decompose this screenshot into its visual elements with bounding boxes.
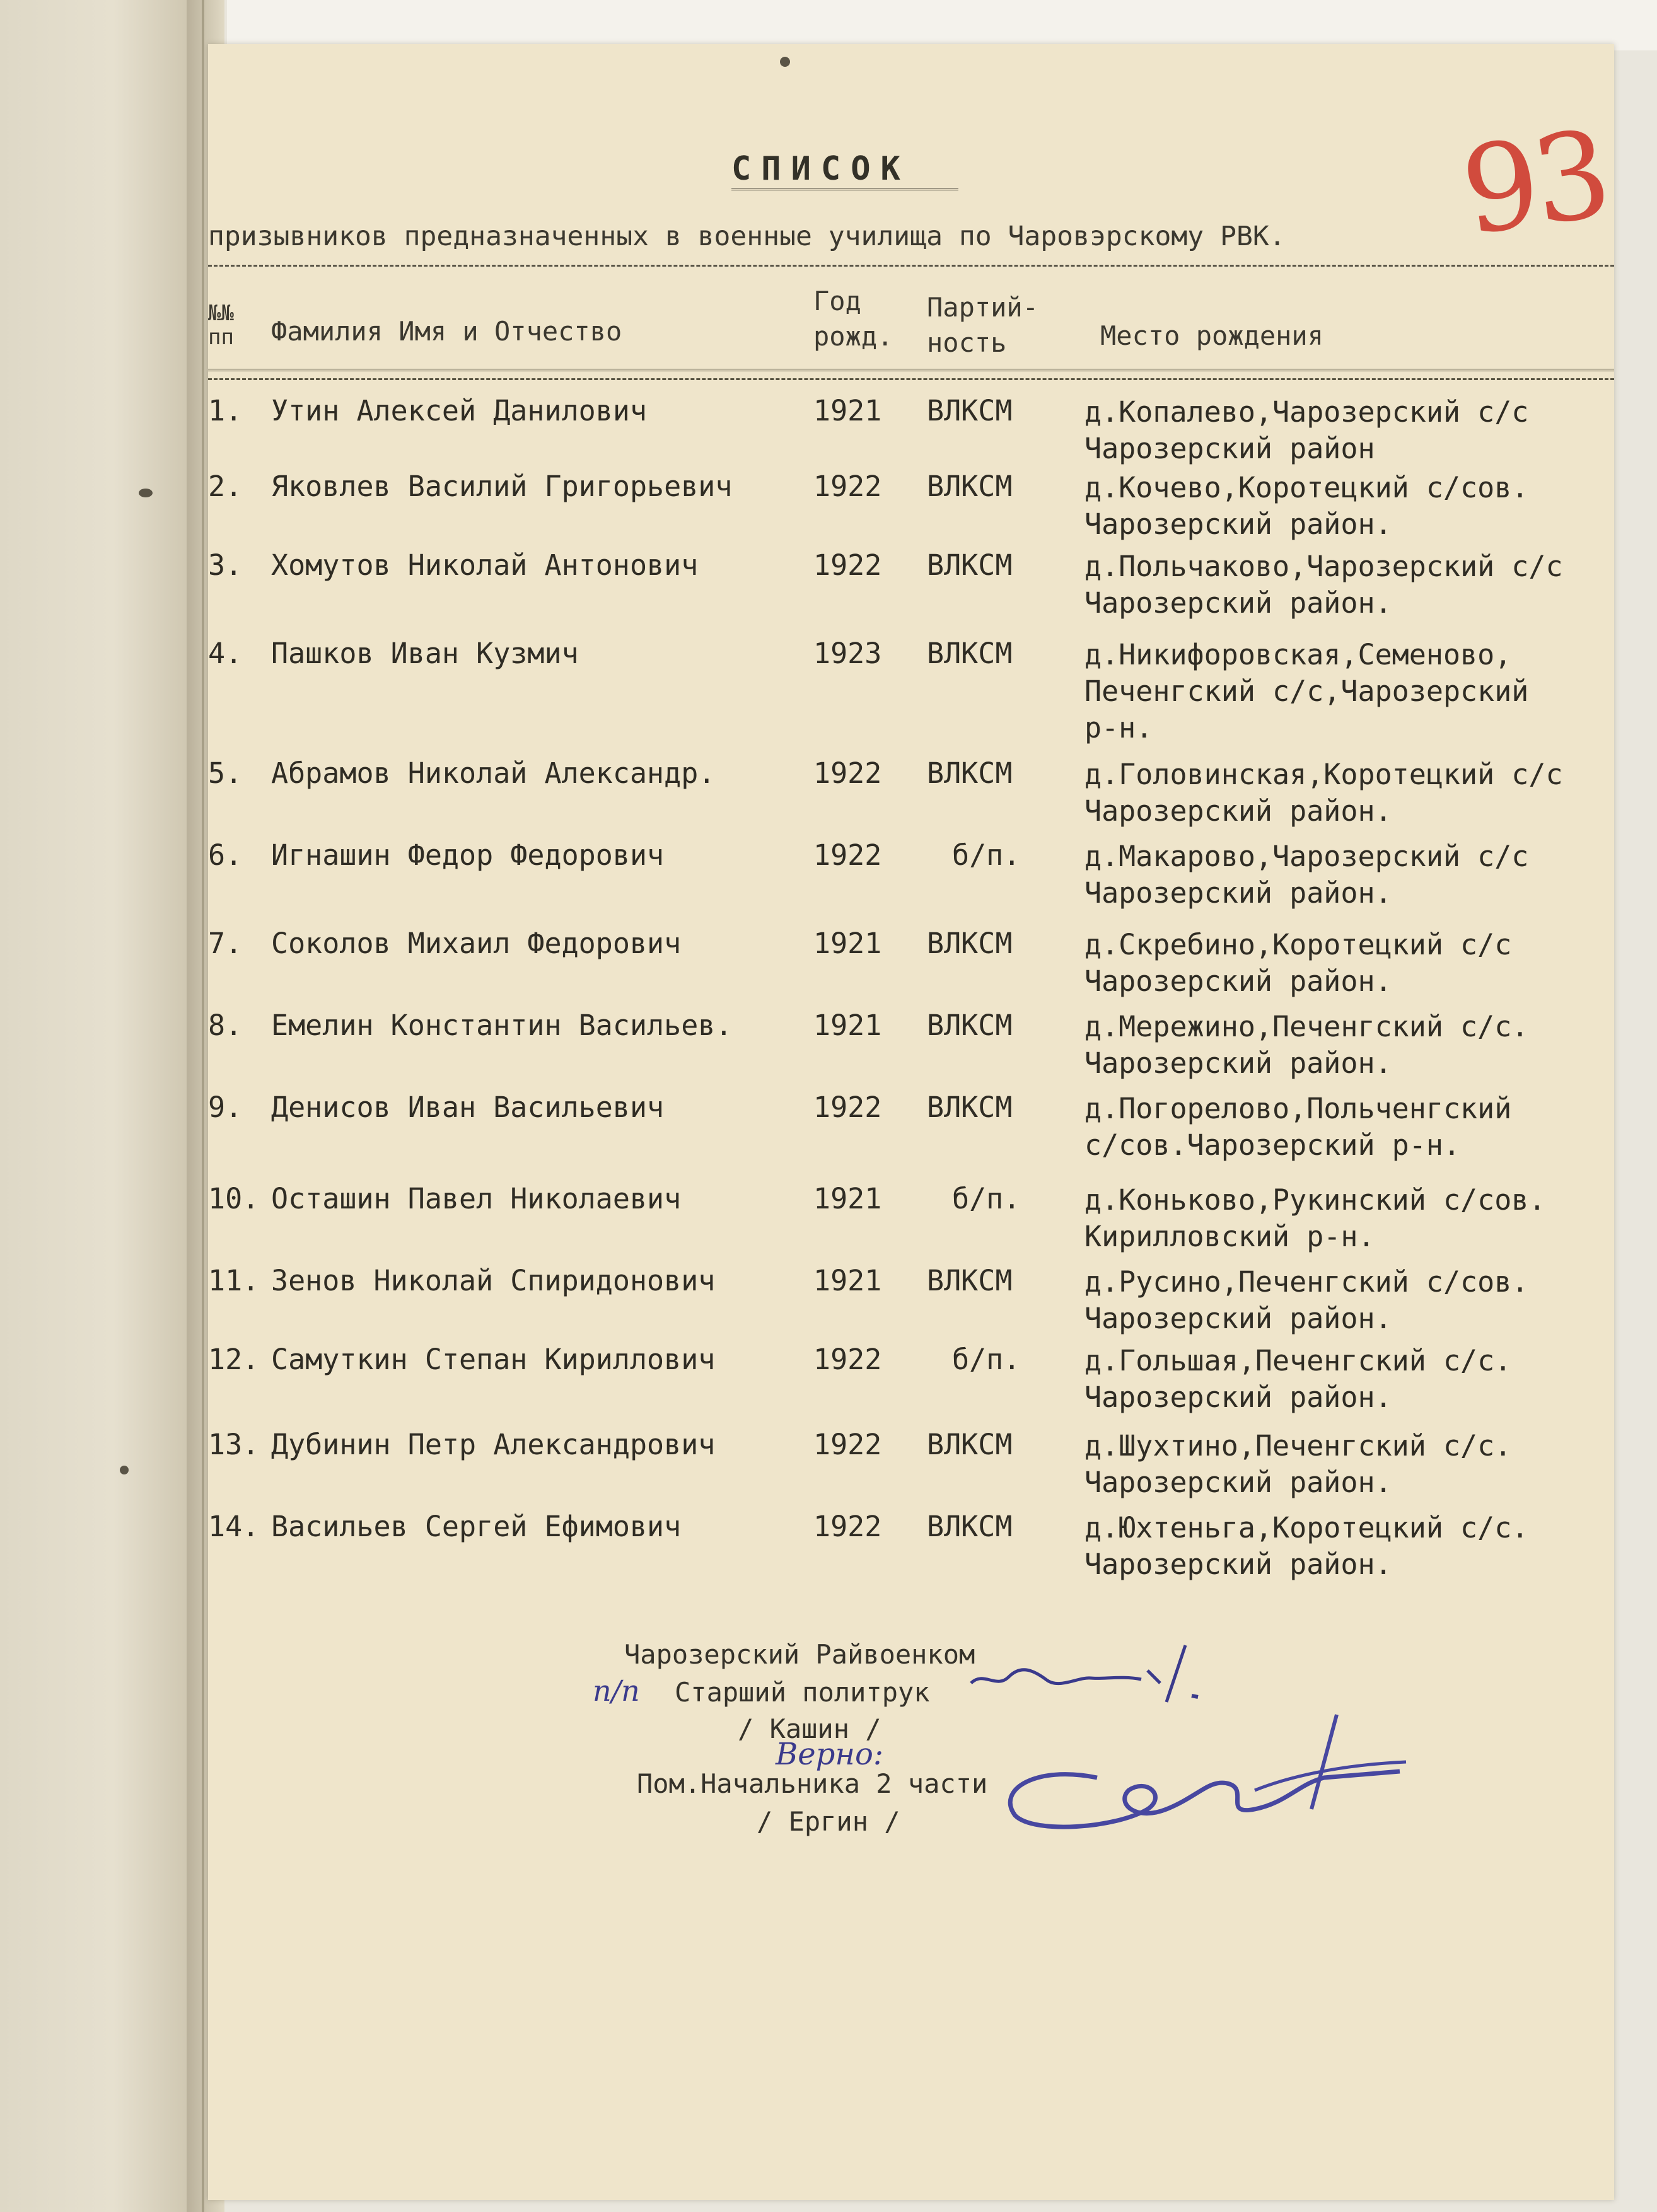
person-name: Утин Алексей Данилович — [271, 394, 648, 427]
header-name: Фамилия Имя и Отчество — [271, 316, 622, 347]
row-number: 10. — [208, 1182, 260, 1215]
party-affiliation: ВЛКСМ — [927, 1264, 1013, 1297]
birthplace: д.Коньково,Рукинский с/сов. Кирилловский р-н. — [1084, 1183, 1546, 1253]
birth-year: 1922 — [813, 1343, 882, 1376]
row-number: 9. — [208, 1091, 243, 1124]
person-name: Хомутов Николай Антонович — [271, 548, 699, 582]
birth-year: 1921 — [813, 1009, 882, 1042]
title-underline — [731, 188, 958, 194]
person-name: Игнашин Федор Федорович — [271, 838, 665, 872]
pin-hole-icon — [120, 1466, 129, 1474]
party-affiliation: б/п. — [952, 1343, 1021, 1376]
person-name: Пашков Иван Кузмич — [271, 637, 579, 670]
birthplace: д.Погорелово,Польченгский с/сов.Чарозерский р-н. — [1084, 1092, 1512, 1162]
party-affiliation: ВЛКСМ — [927, 470, 1013, 503]
document-title: СПИСОК — [731, 150, 910, 188]
birth-year: 1921 — [813, 394, 882, 427]
footer-line1: Чарозерский Райвоенком — [624, 1639, 975, 1670]
party-affiliation: ВЛКСМ — [927, 756, 1013, 790]
birthplace: д.Головинская,Коротецкий с/с Чарозерский район. — [1084, 758, 1563, 828]
row-number: 2. — [208, 470, 243, 503]
person-name: Емелин Константин Васильев. — [271, 1009, 733, 1042]
footer-prefix-handwritten: п/п — [593, 1674, 640, 1708]
birth-year: 1922 — [813, 548, 882, 582]
person-name: Абрамов Николай Александр. — [271, 756, 716, 790]
birthplace: д.Русино,Печенгский с/сов. Чарозерский район. — [1084, 1265, 1529, 1335]
header-rule-dashed — [208, 378, 1614, 380]
birthplace: д.Юхтеньга,Коротецкий с/с. Чарозерский район. — [1084, 1511, 1529, 1581]
party-affiliation: ВЛКСМ — [927, 394, 1013, 427]
row-number: 3. — [208, 548, 243, 582]
party-affiliation: б/п. — [952, 1182, 1021, 1215]
person-name: Денисов Иван Васильевич — [271, 1091, 665, 1124]
birthplace: д.Польчаково,Чарозерский с/с Чарозерский район. — [1084, 550, 1563, 620]
footer-line2: Старший политрук — [675, 1677, 930, 1708]
birth-year: 1922 — [813, 1091, 882, 1124]
footer-line3: / Кашин / — [738, 1713, 881, 1744]
party-affiliation: ВЛКСМ — [927, 927, 1013, 960]
person-name: Зенов Николай Спиридонович — [271, 1264, 716, 1297]
row-number: 13. — [208, 1428, 260, 1461]
birthplace: д.Шухтино,Печенгский с/с. Чарозерский район. — [1084, 1429, 1512, 1499]
birthplace: д.Гольшая,Печенгский с/с. Чарозерский район. — [1084, 1344, 1512, 1414]
person-name: Осташин Павел Николаевич — [271, 1182, 682, 1215]
row-number: 7. — [208, 927, 243, 960]
person-name: Яковлев Василий Григорьевич — [271, 470, 733, 503]
birth-year: 1921 — [813, 1264, 882, 1297]
birth-year: 1922 — [813, 470, 882, 503]
birthplace: д.Никифоровская,Семеново, Печенгский с/с,Чарозерский р-н. — [1084, 638, 1529, 744]
person-name: Самуткин Степан Кириллович — [271, 1343, 716, 1376]
folio-number: 93 — [1453, 104, 1615, 262]
header-rule — [208, 369, 1614, 378]
header-place: Место рождения — [1100, 320, 1324, 351]
row-number: 5. — [208, 756, 243, 790]
party-affiliation: ВЛКСМ — [927, 1009, 1013, 1042]
row-number: 1. — [208, 394, 243, 427]
header-party: Партий- ность — [927, 292, 1039, 358]
row-number: 4. — [208, 637, 243, 670]
person-name: Васильев Сергей Ефимович — [271, 1510, 682, 1543]
party-affiliation: ВЛКСМ — [927, 1510, 1013, 1543]
birth-year: 1921 — [813, 927, 882, 960]
subtitle-rule — [208, 265, 1614, 270]
row-number: 12. — [208, 1343, 260, 1376]
person-name: Дубинин Петр Александрович — [271, 1428, 716, 1461]
birth-year: 1921 — [813, 1182, 882, 1215]
birth-year: 1922 — [813, 1510, 882, 1543]
footer-line4: Пом.Начальника 2 части — [637, 1768, 988, 1799]
verno-handwritten: Верно: — [776, 1737, 884, 1772]
binding-line — [202, 0, 204, 2212]
paper-top-edge — [227, 0, 1657, 50]
party-affiliation: ВЛКСМ — [927, 637, 1013, 670]
party-affiliation: б/п. — [952, 838, 1021, 872]
row-number: 14. — [208, 1510, 260, 1543]
pin-hole-icon — [139, 489, 153, 497]
party-affiliation: ВЛКСМ — [927, 548, 1013, 582]
birth-year: 1923 — [813, 637, 882, 670]
birthplace: д.Скребино,Коротецкий с/с Чарозерский район. — [1084, 928, 1512, 998]
birth-year: 1922 — [813, 756, 882, 790]
birthplace: д.Кочево,Коротецкий с/сов. Чарозерский район. — [1084, 471, 1529, 541]
header-year: Год рожд. — [813, 286, 893, 352]
left-facing-page — [0, 0, 189, 2212]
birthplace: д.Мережино,Печенгский с/с. Чарозерский район. — [1084, 1010, 1529, 1080]
pin-hole-icon — [780, 57, 790, 67]
birthplace: д.Макарово,Чарозерский с/с Чарозерский район. — [1084, 840, 1529, 910]
signature-ergin-icon — [958, 1702, 1412, 1866]
header-number: №№ пп — [208, 301, 234, 350]
footer-line5: / Ергин / — [757, 1806, 900, 1837]
row-number: 11. — [208, 1264, 260, 1297]
row-number: 8. — [208, 1009, 243, 1042]
person-name: Соколов Михаил Федорович — [271, 927, 682, 960]
birth-year: 1922 — [813, 838, 882, 872]
party-affiliation: ВЛКСМ — [927, 1428, 1013, 1461]
birth-year: 1922 — [813, 1428, 882, 1461]
row-number: 6. — [208, 838, 243, 872]
party-affiliation: ВЛКСМ — [927, 1091, 1013, 1124]
document-subtitle: призывников предназначенных в военные училища по Чаровэрскому РВК. — [208, 221, 1286, 252]
birthplace: д.Копалево,Чарозерский с/с Чарозерский район — [1084, 395, 1529, 465]
